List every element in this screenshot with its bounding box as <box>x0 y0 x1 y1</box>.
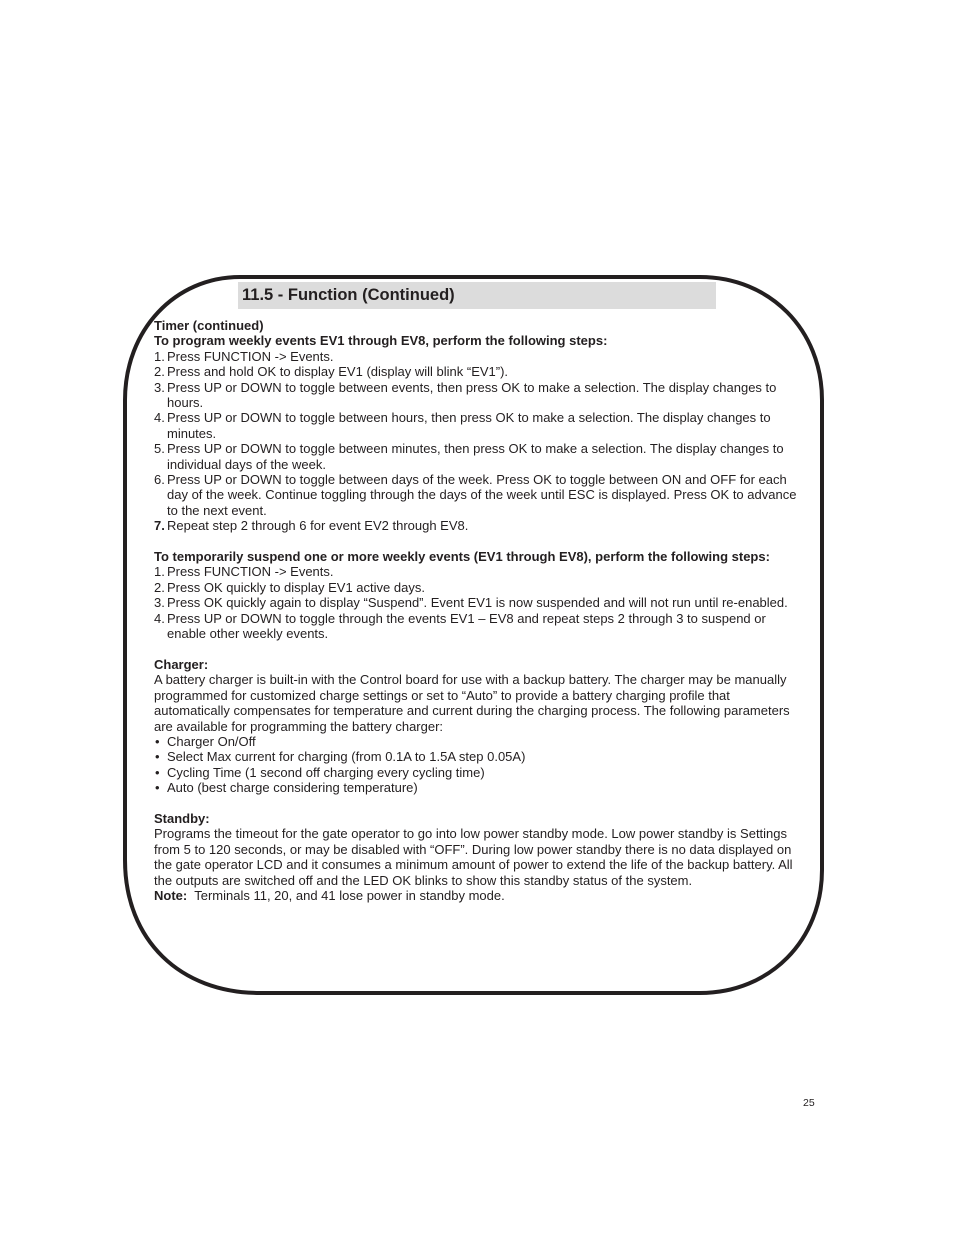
program-events-intro: To program weekly events EV1 through EV8, perform the following steps: <box>154 333 608 349</box>
step-number: 4. <box>154 410 165 426</box>
bullet-text: Auto (best charge considering temperature) <box>167 780 418 796</box>
step-number: 6. <box>154 472 165 488</box>
list-item <box>154 580 804 595</box>
spacer <box>154 796 804 811</box>
list-item <box>154 734 804 749</box>
bullet-text: Cycling Time (1 second off charging every cycling time) <box>167 764 485 780</box>
step-text: Press UP or DOWN to toggle between minutes, then press OK to make a selection. The display changes to individual days of the week. <box>167 441 784 472</box>
page-number: 25 <box>803 1097 815 1109</box>
list-item <box>154 765 804 780</box>
list-item <box>154 364 804 379</box>
charger-body: A battery charger is built-in with the Control board for use with a backup battery. The charger may be manually programmed for customized charge settings or set to “Auto” to provide a battery charging profile that automatically compensates for temperature and current during the charging process. The following parameters are available for programming the battery charger: <box>154 672 790 734</box>
charger-heading: Charger: <box>154 656 209 672</box>
bullet-text: Charger On/Off <box>167 733 256 749</box>
step-text: Repeat step 2 through 6 for event EV2 through EV8. <box>167 518 469 534</box>
timer-heading: Timer (continued) <box>154 318 264 333</box>
spacer <box>154 642 804 657</box>
step-number: 3. <box>154 379 165 395</box>
program-steps-list <box>154 349 804 534</box>
step-number: 5. <box>154 441 165 457</box>
step-text: Press UP or DOWN to toggle through the events EV1 – EV8 and repeat steps 2 through 3 to suspend or enable other weekly events. <box>167 610 766 642</box>
list-item <box>154 749 804 764</box>
step-text: Press FUNCTION -> Events. <box>167 564 334 580</box>
main-content <box>154 318 804 903</box>
standby-heading: Standby: <box>154 810 210 826</box>
list-item <box>154 380 804 411</box>
bullet-icon: • <box>155 733 160 749</box>
step-text: Press OK quickly to display EV1 active days. <box>167 579 425 595</box>
note-label: Note: <box>154 887 188 903</box>
list-item <box>154 611 804 642</box>
step-text: Press FUNCTION -> Events. <box>167 348 334 364</box>
list-item <box>154 780 804 795</box>
suspend-steps-list <box>154 564 804 641</box>
step-number: 1. <box>154 348 165 364</box>
bullet-icon: • <box>155 780 160 796</box>
step-text: Press UP or DOWN to toggle between events, then press OK to make a selection. The display changes to hours. <box>167 379 777 411</box>
bullet-icon: • <box>155 749 160 765</box>
step-text: Press UP or DOWN to toggle between hours, then press OK to make a selection. The display changes to minutes. <box>167 410 771 441</box>
section-title: 11.5 - Function (Continued) <box>238 282 716 309</box>
step-number: 2. <box>154 364 165 380</box>
step-number: 2. <box>154 579 165 595</box>
step-number: 7. <box>154 518 165 534</box>
list-item <box>154 410 804 441</box>
bullet-text: Select Max current for charging (from 0.1A to 1.5A step 0.05A) <box>167 749 526 765</box>
note-text: Terminals 11, 20, and 41 lose power in standby mode. <box>194 887 505 903</box>
list-item <box>154 349 804 364</box>
bullet-icon: • <box>155 764 160 780</box>
step-text: Press OK quickly again to display “Suspend”. Event EV1 is now suspended and will not run until re-enabled. <box>167 595 788 611</box>
list-item <box>154 441 804 472</box>
list-item <box>154 472 804 518</box>
standby-body: Programs the timeout for the gate operator to go into low power standby mode. Low power standby is Settings from 5 to 120 seconds, or may be disabled with “OFF”. During low power standby there is no data displayed on the gate operator LCD and it consumes a minimum amount of power to extend the life of the backup battery. All the outputs are switched off and the LED OK blinks to show this standby status of the system. <box>154 826 793 888</box>
spacer <box>154 534 804 549</box>
charger-bullet-list <box>154 734 804 796</box>
suspend-events-intro: To temporarily suspend one or more weekly events (EV1 through EV8), perform the following steps: <box>154 549 770 565</box>
list-item <box>154 518 804 533</box>
step-text: Press and hold OK to display EV1 (display will blink “EV1”). <box>167 364 509 380</box>
step-number: 1. <box>154 564 165 580</box>
list-item <box>154 595 804 610</box>
list-item <box>154 564 804 579</box>
step-text: Press UP or DOWN to toggle between days of the week. Press OK to toggle between ON and OFF for each day of the week. Continue toggling through the days of the week until ESC is displayed. Press OK to advance to the next event. <box>167 472 797 518</box>
step-number: 4. <box>154 610 165 626</box>
standby-note <box>154 888 804 903</box>
step-number: 3. <box>154 595 165 611</box>
